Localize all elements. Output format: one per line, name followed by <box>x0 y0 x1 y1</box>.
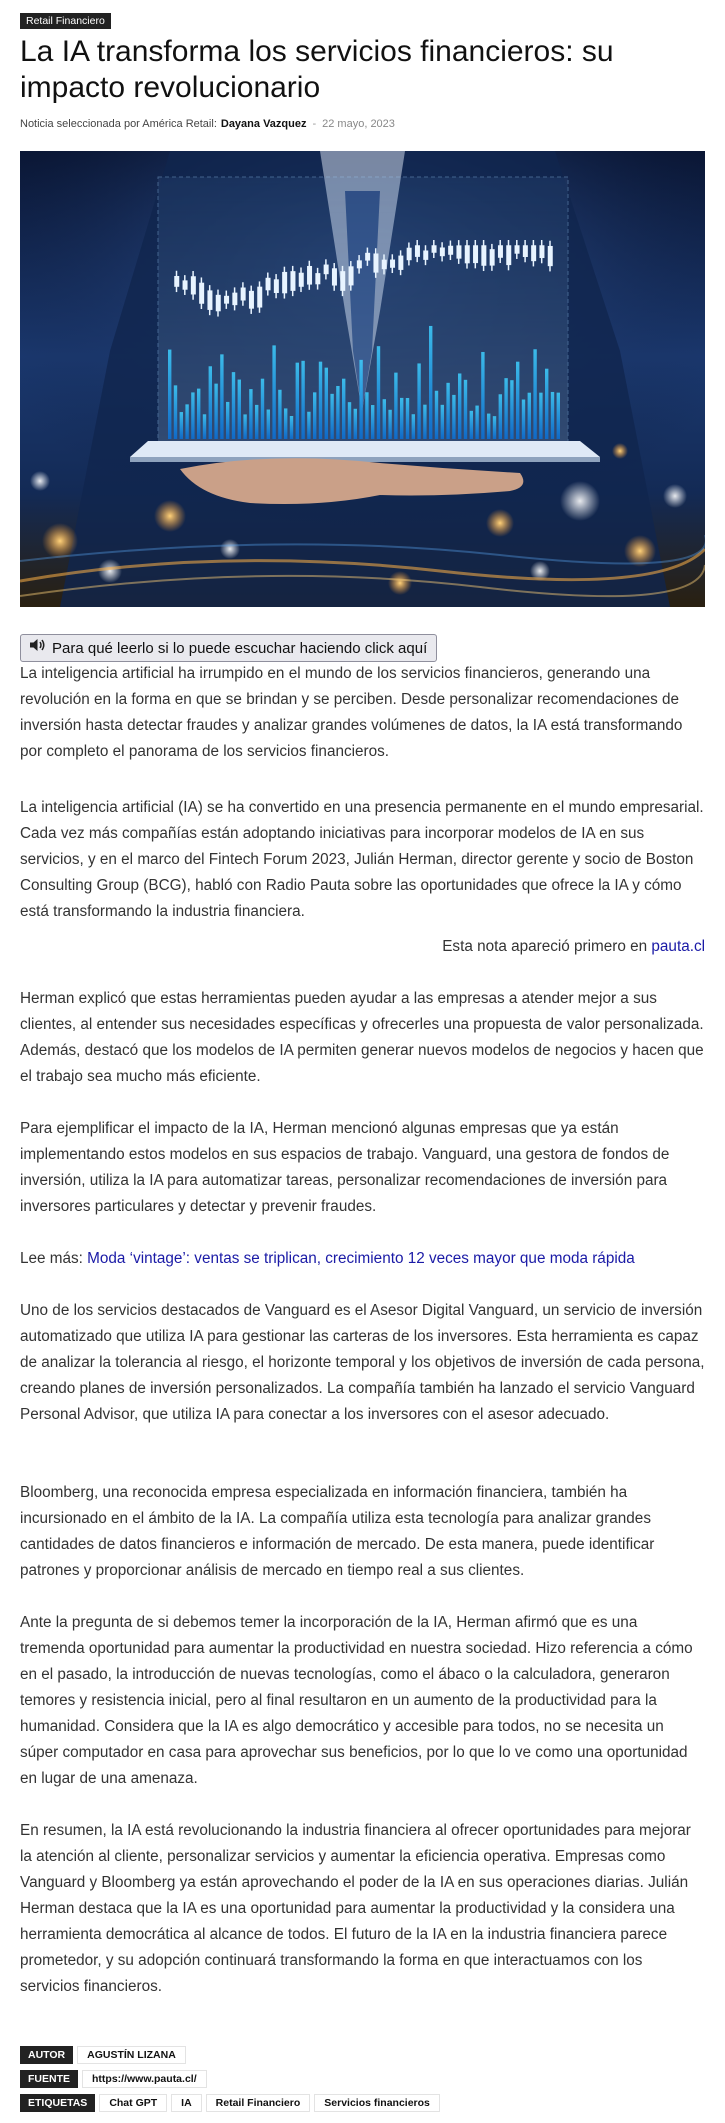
source-note <box>20 934 705 960</box>
paragraph-3: Herman explicó que estas herramientas pueden ayudar a las empresas a atender mejor a sus clientes, al entender sus necesidades específicas y ofrecerles una propuesta de valor personalizada. Además, destacó que los modelos de IA permiten generar nuevos modelos de negocios y hacen que el trabajo sea mucho más eficiente. <box>20 990 704 1085</box>
paragraph-6: Bloomberg, una reconocida empresa especializada en información financiera, también ha incursionado en el ámbito de la IA. La compañía utiliza esta tecnología para analizar grandes cantidades de datos financieros e información de mercado. De esta manera, puede identificar patrones y proporcionar análisis de mercado en tiempo real a sus clientes. <box>20 1484 655 1579</box>
hero-image <box>20 151 705 607</box>
footer-source-row <box>20 2070 207 2088</box>
paragraph-7: Ante la pregunta de si debemos temer la incorporación de la IA, Herman afirmó que es una tremenda oportunidad para aumentar la productividad en nuestra sociedad. Hizo referencia a cómo en el pasado, la introducción de nuevas tecnologías, como el ábaco o la calculadora, generaron temores y resistencia inicial, pero al final resultaron en un aumento de la productividad para la humanidad. Considera que la IA es algo democrático y accesible para todos, no se necesita un súper computador en casa para aprovechar sus beneficios, por lo que lo ve como una oportunidad en lugar de una amenaza. <box>20 1614 693 1787</box>
paragraph-4: Para ejemplificar el impacto de la IA, Herman mencionó algunas empresas que ya están implementando estos modelos en sus espacios de trabajo. Vanguard, una gestora de fondos de inversión, utiliza la IA para automatizar tareas, personalizar recomendaciones de inversión para inversores particulares y detectar y prevenir fraudes. <box>20 1120 670 1215</box>
category-tag[interactable]: Retail Financiero <box>20 13 111 29</box>
paragraph-8: En resumen, la IA está revolucionando la industria financiera al ofrecer oportunidades para mejorar la atención al cliente, personalizar servicios y aumentar la eficiencia operativa. Empresas como Vanguard y Bloomberg ya están aprovechando el poder de la IA en sus operaciones diarias. Julián Herman destaca que la IA es una oportunidad para aumentar la productividad y la considera una herramienta democrática al alcance de todos. El futuro de la IA en la industria financiera parece prometedor, y su adopción continuará transformando la forma en que interactuamos con los servicios financieros. <box>20 1822 691 1995</box>
paragraph-1: La inteligencia artificial ha irrumpido en el mundo de los servicios financieros, generando una revolución en la forma en que se brindan y se perciben. Desde personalizar recomendaciones de inversión hasta detectar fraudes y analizar grandes volúmenes de datos, la IA está transformando por completo el panorama de los servicios financieros. <box>20 665 683 760</box>
article-meta <box>20 118 395 130</box>
meta-prefix: Noticia seleccionada por América Retail: <box>20 118 217 130</box>
read-more-label: Lee más: <box>20 1250 83 1267</box>
listen-audio-button[interactable] <box>20 634 437 662</box>
source-note-link[interactable]: pauta.cl <box>651 938 705 955</box>
paragraph-2: La inteligencia artificial (IA) se ha convertido en una presencia permanente en el mundo empresarial. Cada vez más compañías están adoptando iniciativas para incorporar modelos de IA en sus servicios, y en el marco del Fintech Forum 2023, Julián Herman, director gerente y socio de Boston Consulting Group (BCG), habló con Radio Pauta sobre las oportunidades que ofrece la IA y cómo está transformando la industria financiera. <box>20 799 704 920</box>
tag-link[interactable]: Servicios financieros <box>314 2094 440 2112</box>
speaker-icon <box>29 634 46 662</box>
tag-link[interactable]: IA <box>171 2094 202 2112</box>
read-more <box>20 1246 705 1272</box>
footer-author-row <box>20 2046 186 2064</box>
footer-author-value[interactable]: AGUSTÍN LIZANA <box>77 2046 186 2064</box>
footer-source-label: FUENTE <box>20 2070 78 2088</box>
read-more-link[interactable]: Moda ‘vintage’: ventas se triplican, crecimiento 12 veces mayor que moda rápida <box>87 1250 635 1267</box>
footer-source-value[interactable]: https://www.pauta.cl/ <box>82 2070 207 2088</box>
paragraph-5: Uno de los servicios destacados de Vanguard es el Asesor Digital Vanguard, un servicio de inversión automatizado que utiliza IA para gestionar las carteras de los inversores. Esta herramienta es capaz de analizar la tolerancia al riesgo, el horizonte temporal y los objetivos de inversión de cada persona, creando planes de inversión personalizados. La compañía también ha lanzado el servicio Vanguard Personal Advisor, que utiliza IA para conectar a los inversores con el asesor adecuado. <box>20 1302 705 1423</box>
footer-tags-row <box>20 2094 440 2112</box>
footer-tags-label: ETIQUETAS <box>20 2094 95 2112</box>
tag-link[interactable]: Chat GPT <box>99 2094 167 2112</box>
stock-chart-on-tablet-image <box>20 151 705 607</box>
meta-author-link[interactable]: Dayana Vazquez <box>220 118 307 130</box>
tag-link[interactable]: Retail Financiero <box>206 2094 311 2112</box>
listen-button-label: Para qué leerlo si lo puede escuchar haciendo click aquí <box>52 640 428 657</box>
source-note-text: Esta nota apareció primero en <box>442 938 648 955</box>
meta-date: 22 mayo, 2023 <box>322 118 395 130</box>
footer-author-label: AUTOR <box>20 2046 73 2064</box>
meta-separator: - <box>312 118 317 130</box>
article-title: La IA transforma los servicios financieros: su impacto revolucionario <box>20 35 614 104</box>
